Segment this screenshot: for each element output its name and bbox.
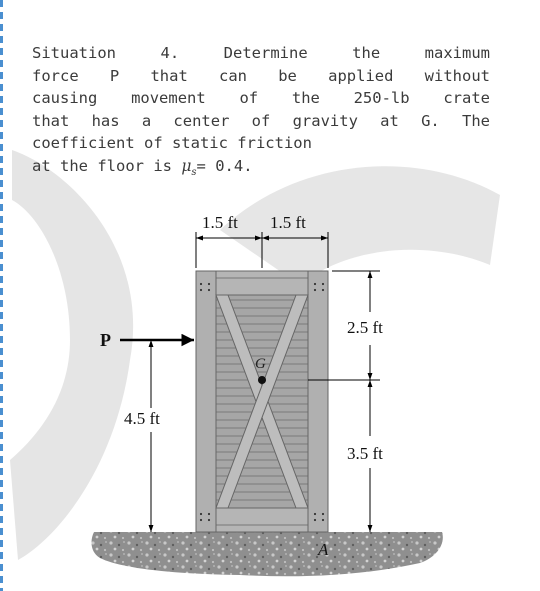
cg-point (258, 376, 266, 384)
crate (196, 271, 328, 532)
dim-upper-height: 2.5 ft (347, 318, 383, 337)
problem-line: coefficient of static friction (32, 134, 312, 152)
problem-line: Situation 4. Determine the maximum (32, 44, 490, 62)
problem-line: that has a center of gravity at G. The (32, 111, 490, 130)
mu-symbol: $\mu_s$ (181, 156, 197, 178)
problem-text: = 0.4. (196, 156, 253, 175)
problem-line: force P that can be applied without (32, 66, 490, 85)
force-label: P (100, 330, 111, 350)
problem-text: at the floor is (32, 156, 182, 175)
corner-label: A (318, 540, 329, 559)
dim-lower-height: 3.5 ft (347, 444, 383, 463)
ground (92, 532, 443, 576)
cg-label: G (255, 356, 266, 372)
problem-line: causing movement of the 250-lb crate (32, 89, 490, 107)
width-dimension (196, 232, 328, 268)
dim-right-width: 1.5 ft (270, 213, 306, 232)
dim-force-height: 4.5 ft (124, 409, 160, 428)
dim-left-width: 1.5 ft (202, 213, 238, 232)
